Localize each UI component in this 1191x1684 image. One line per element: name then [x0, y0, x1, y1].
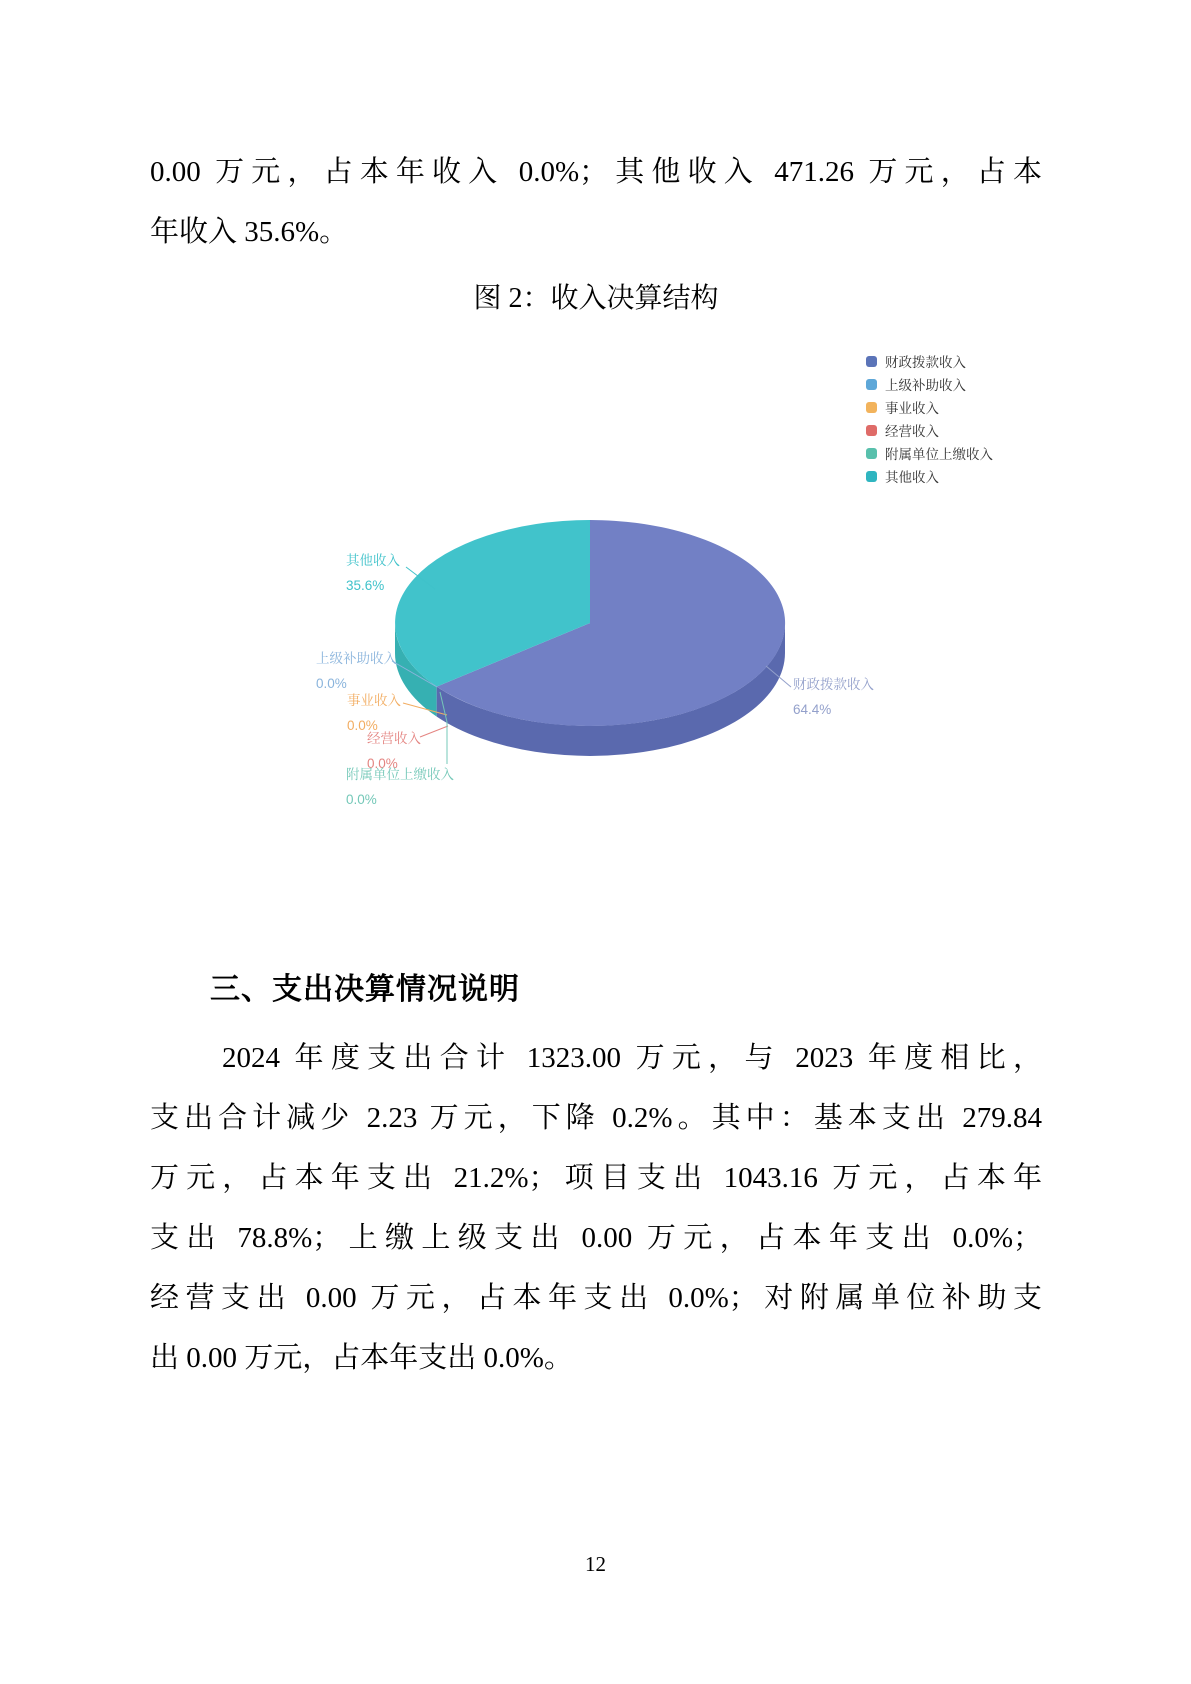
- text-line: 0.00 万元，占本年收入 0.0%；其他收入 471.26 万元，占本: [150, 156, 1042, 188]
- legend-item-business-income: [866, 422, 993, 438]
- legend-label: 附属单位上缴收入: [885, 447, 993, 462]
- chart-legend: [866, 353, 993, 484]
- legend-swatch-icon: [866, 471, 877, 482]
- legend-label: 财政拨款收入: [885, 355, 966, 370]
- callout-name: 其他收入: [346, 553, 400, 568]
- text-line: 经营支出 0.00 万元，占本年支出 0.0%；对附属单位补助支: [150, 1282, 1042, 1314]
- income-structure-figure: [280, 320, 1120, 820]
- page-number: 12: [585, 1552, 606, 1576]
- legend-swatch-icon: [866, 379, 877, 390]
- leader-line-business-income: [420, 726, 448, 737]
- legend-label: 上级补助收入: [885, 378, 966, 393]
- legend-item-superior-subsidy: [866, 376, 993, 392]
- callout-name: 附属单位上缴收入: [346, 767, 454, 782]
- legend-item-fiscal-appropriation: [866, 353, 993, 369]
- legend-swatch-icon: [866, 448, 877, 459]
- callout-name: 经营收入: [367, 731, 421, 746]
- legend-swatch-icon: [866, 425, 877, 436]
- callout-affiliated-unit: [346, 762, 454, 812]
- legend-label: 事业收入: [885, 401, 939, 416]
- callout-percent: 35.6%: [346, 578, 385, 593]
- legend-item-affiliated-unit: [866, 445, 993, 461]
- callout-percent: 0.0%: [316, 676, 347, 691]
- callout-percent: 0.0%: [346, 792, 377, 807]
- section-heading: 三、支出决算情况说明: [210, 973, 520, 1006]
- text-line: 2024 年度支出合计 1323.00 万元，与 2023 年度相比，: [222, 1042, 1042, 1074]
- legend-swatch-icon: [866, 356, 877, 367]
- figure-caption: 图 2：收入决算结构: [473, 283, 719, 314]
- intro-paragraph: [150, 142, 1042, 262]
- text-line: 支出合计减少 2.23 万元，下降 0.2%。其中：基本支出 279.84: [150, 1102, 1042, 1134]
- callout-name: 财政拨款收入: [793, 677, 874, 692]
- callout-fiscal-appropriation: [793, 672, 874, 722]
- text-line: 年收入 35.6%。: [150, 216, 349, 248]
- callout-percent: 0.0%: [367, 756, 398, 771]
- callout-other-income: [346, 548, 400, 598]
- legend-item-operational-income: [866, 399, 993, 415]
- legend-label: 经营收入: [885, 424, 939, 439]
- callout-name: 事业收入: [347, 693, 401, 708]
- legend-item-other-income: [866, 468, 993, 484]
- expenditure-paragraph: [150, 1028, 1042, 1388]
- callout-name: 上级补助收入: [316, 651, 397, 666]
- callout-percent: 64.4%: [793, 702, 832, 717]
- callout-percent: 0.0%: [347, 718, 378, 733]
- text-line: 支出 78.8%；上缴上级支出 0.00 万元，占本年支出 0.0%；: [150, 1222, 1042, 1254]
- text-line: 出 0.00 万元，占本年支出 0.0%。: [150, 1342, 573, 1374]
- legend-label: 其他收入: [885, 470, 939, 485]
- legend-swatch-icon: [866, 402, 877, 413]
- text-line: 万元，占本年支出 21.2%；项目支出 1043.16 万元，占本年: [150, 1162, 1042, 1194]
